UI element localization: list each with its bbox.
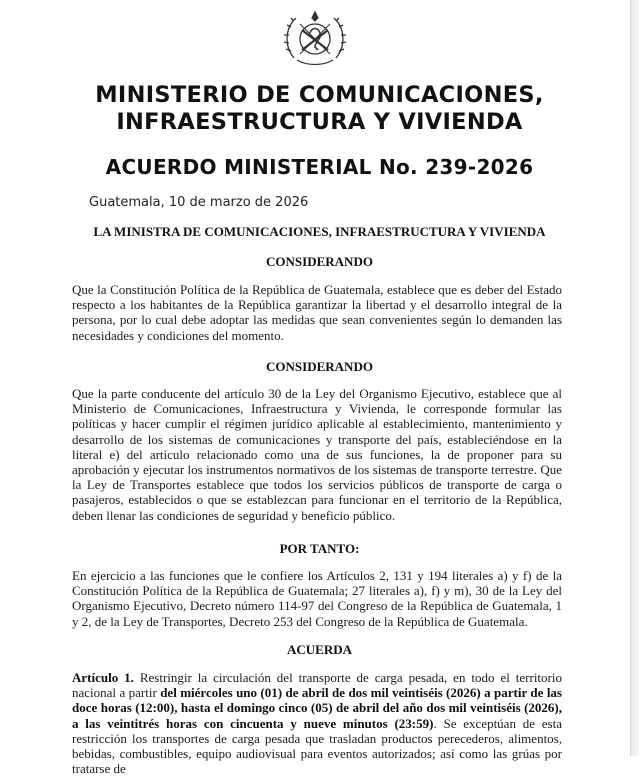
place-date: Guatemala, 10 de marzo de 2026 (89, 195, 309, 210)
article-1-text-1: Restringir la circulación del transporte de carga pesada, en todo el territorio nacional a partir (72, 670, 562, 701)
article-1-paragraph (72, 670, 562, 776)
coat-of-arms-icon (280, 6, 350, 70)
authority-heading: LA MINISTRA DE COMUNICACIONES, INFRAESTRUCTURA Y VIVIENDA (93, 224, 546, 239)
ministry-name-line2: INFRAESTRUCTURA Y VIVIENDA (116, 109, 523, 135)
article-1-label: Artículo 1. (72, 670, 134, 685)
considerando-1-heading: CONSIDERANDO (266, 254, 373, 269)
ministry-name-line1: MINISTERIO DE COMUNICACIONES, (95, 82, 544, 108)
article-1-text-2: . Se exceptúan de esta restricción los transportes de carga pesada que trasladan productos perecederos, alimentos, bebidas, combustibles, equipo audiovisual para eventos autorizados; así como las grúas por tratarse de (72, 715, 562, 776)
acuerda-heading: ACUERDA (287, 642, 352, 657)
acuerdo-title: ACUERDO MINISTERIAL No. 239-2026 (105, 155, 534, 179)
por-tanto-text: En ejercicio a las funciones que le confiere los Artículos 2, 131 y 194 literales a) y f) de la Constitución Política de la República de Guatemala; 27 literales a), f) y m), 30 de la Ley del Organismo Ejecutivo, Decreto número 114-97 del Congreso de la República de Guatemala, 1 y 2, de la Ley de Transportes, Decreto 253 del Congreso de la República de Guatemala. (72, 568, 562, 629)
considerando-2-text: Que la parte conducente del artículo 30 de la Ley del Organismo Ejecutivo, establece que al Ministerio de Comunicaciones, Infraestructura y Vivienda, le corresponde formular las políticas y hacer cumplir el régimen jurídico aplicable al establecimiento, mantenimiento y desarrollo de los sistemas de comunicaciones y transporte del país, estableciéndose en la literal e) del artículo relacionado como una de sus funciones, la de proponer para su aprobación y ejecutar los instrumentos normativos de los sistemas de transporte terrestre. Que la Ley de Transportes establece que todos los servicios públicos de transporte de carga o pasajeros, establecidos o que se establezcan para funcionar en el territorio de la República, deben llenar las condiciones de seguridad y beneficio público. (72, 386, 562, 523)
considerando-2-heading: CONSIDERANDO (266, 359, 373, 374)
considerando-1-text: Que la Constitución Política de la República de Guatemala, establece que es deber del Estado respecto a los habitantes de la República garantizar la libertad y el desarrollo integral de la persona, por lo cual debe adoptar las medidas que sean convenientes según lo demanden las necesidades y condiciones del momento. (72, 282, 562, 343)
article-1-date-range: del miércoles uno (01) de abril de dos mil veintiséis (2026) a partir de las doce horas (12:00), hasta el domingo cinco (05) de abril del año dos mil veintiséis (2026), a las veintitrés horas con cincuenta y nueve minutos (23:59) (72, 685, 562, 731)
por-tanto-heading: POR TANTO: (279, 541, 360, 556)
